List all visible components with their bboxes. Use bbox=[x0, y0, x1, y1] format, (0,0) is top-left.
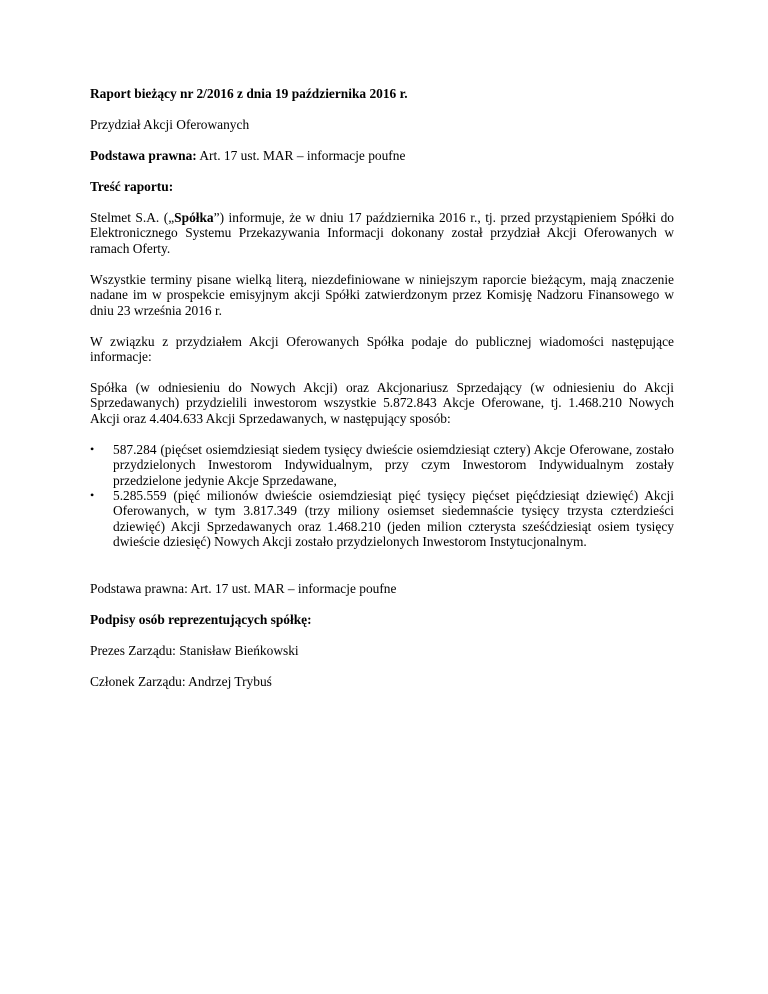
bullet-icon: • bbox=[90, 441, 95, 456]
paragraph-allocation: Spółka (w odniesieniu do Nowych Akcji) oraz Akcjonariusz Sprzedający (w odniesieniu do Akcji Sprzedawanych) przydzielili inwestorom wszystkie 5.872.843 Akcje Oferowane, tj. 1.468.210 Nowych Akcji oraz 4.404.633 Akcji Sprzedawanych, w następujący sposób: bbox=[90, 380, 674, 426]
document-page bbox=[90, 86, 674, 705]
paragraph-intro-suffix: ”) informuje, że w dniu 17 października 2016 r., tj. przed przystąpieniem Spółki do Elektronicznego Systemu Przekazywania Informacji dokonany został przydział Akcji Oferowanych w ramach Oferty. bbox=[90, 210, 674, 256]
report-subject: Przydział Akcji Oferowanych bbox=[90, 117, 250, 132]
paragraph-intro-prefix: Stelmet S.A. („ bbox=[90, 210, 175, 225]
company-defined-term: Spółka bbox=[174, 210, 214, 225]
signature-president: Prezes Zarządu: Stanisław Bieńkowski bbox=[90, 642, 299, 658]
content-label: Treść raportu: bbox=[90, 179, 174, 194]
paragraph-intro bbox=[90, 210, 674, 256]
spacer bbox=[90, 550, 674, 581]
signatures-label: Podpisy osób reprezentujących spółkę: bbox=[90, 611, 312, 627]
allocation-list bbox=[90, 442, 674, 550]
signature-board-member: Członek Zarządu: Andrzej Trybuś bbox=[90, 673, 272, 689]
legal-basis-line bbox=[90, 148, 674, 163]
footer-legal-basis: Podstawa prawna: Art. 17 ust. MAR – informacje poufne bbox=[90, 580, 397, 596]
list-item bbox=[90, 488, 674, 550]
paragraph-definitions: Wszystkie terminy pisane wielką literą, niezdefiniowane w niniejszym raporcie bieżącym, mają znaczenie nadane im w prospekcie emisyjnym akcji Spółki zatwierdzonym przez Komisję Nadzoru Finansowego w dniu 23 września 2016 r. bbox=[90, 271, 674, 318]
report-title: Raport bieżący nr 2/2016 z dnia 19 października 2016 r. bbox=[90, 86, 408, 101]
list-item-text: 587.284 (pięćset osiemdziesiąt siedem tysięcy dwieście osiemdziesiąt cztery) Akcje Oferowane, zostało przydzielonych Inwestorom Indywidualnym, przy czym Inwestorom Indywidualnym zostały przedzielone jedynie Akcje Sprzedawane, bbox=[113, 441, 674, 488]
bullet-icon: • bbox=[90, 488, 95, 503]
list-item-text: 5.285.559 (pięć milionów dwieście osiemdziesiąt pięć tysięcy pięćset pięćdziesiąt dziewięć) Akcji Oferowanych, w tym 3.817.349 (trzy miliony osiemset siedemnaście tysięcy trzysta czterdzieści dziewięć) Akcji Sprzedawanych oraz 1.468.210 (jeden milion czterysta sześćdziesiąt osiem tysięcy dwieście dziesięć) Nowych Akcji zostało przydzielonych Inwestorom Instytucjonalnym. bbox=[113, 488, 674, 550]
list-item bbox=[90, 442, 674, 488]
legal-basis-label: Podstawa prawna: bbox=[90, 148, 197, 163]
legal-basis-value: Art. 17 ust. MAR – informacje poufne bbox=[196, 148, 406, 163]
paragraph-announcement: W związku z przydziałem Akcji Oferowanych Spółka podaje do publicznej wiadomości następujące informacje: bbox=[90, 333, 674, 365]
